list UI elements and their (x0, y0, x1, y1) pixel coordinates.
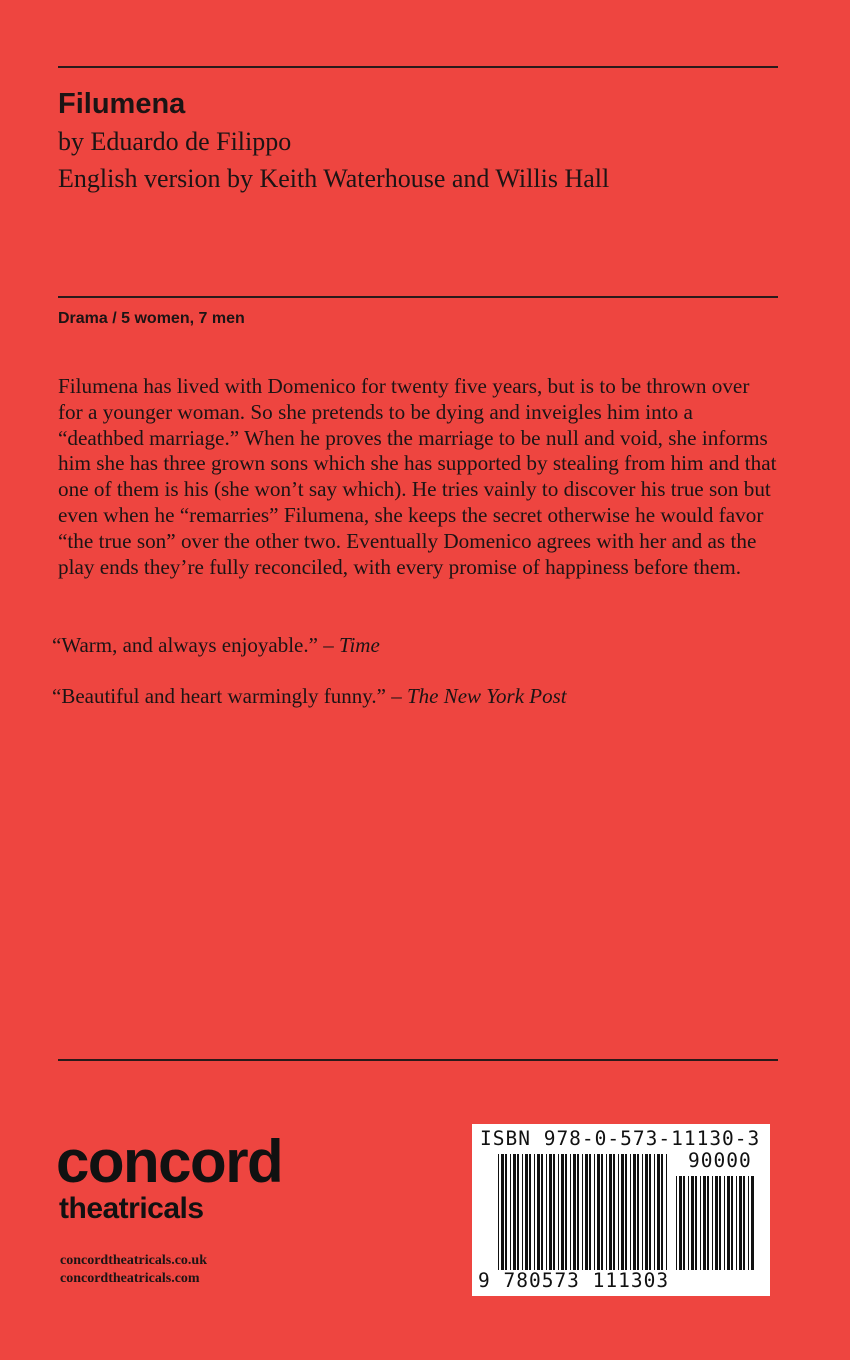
barcode-bar (724, 1176, 725, 1270)
barcode-bar (661, 1154, 663, 1270)
barcode-bar (676, 1176, 677, 1270)
barcode-bar (606, 1154, 607, 1270)
logo-wordmark-concord: concord (56, 1128, 283, 1195)
barcode-bar (561, 1154, 564, 1270)
barcode-bar (683, 1176, 685, 1270)
barcode-bar (633, 1154, 636, 1270)
price-code: 90000 (688, 1149, 752, 1172)
barcode-bar (712, 1176, 713, 1270)
ean-digits: 9 780573 111303 (478, 1269, 670, 1292)
barcode-bar (565, 1154, 567, 1270)
quote-text: “Warm, and always enjoyable.” – (52, 633, 339, 657)
barcode-bar (751, 1176, 754, 1270)
genre-cast-label: Drama / 5 women, 7 men (58, 310, 245, 327)
website-com: concordtheatricals.com (60, 1271, 200, 1286)
barcode-bar (501, 1154, 504, 1270)
barcode-bar (613, 1154, 615, 1270)
author-line: by Eduardo de Filippo (58, 127, 292, 156)
barcode-bar (582, 1154, 583, 1270)
barcode-bar (513, 1154, 516, 1270)
barcode-bar (621, 1154, 624, 1270)
barcode-bar (727, 1176, 730, 1270)
barcode-bar (534, 1154, 535, 1270)
barcode-bar (654, 1154, 655, 1270)
barcode-bar (630, 1154, 631, 1270)
isbn-barcode (472, 1124, 770, 1296)
barcode-bar (609, 1154, 612, 1270)
footer-divider (58, 1059, 778, 1061)
barcode-bar (748, 1176, 749, 1270)
barcode-bar (498, 1154, 499, 1270)
barcode-bar (649, 1154, 651, 1270)
barcode-bar (525, 1154, 528, 1270)
barcode-bar (688, 1176, 689, 1270)
barcode-bar (522, 1154, 523, 1270)
barcode-bar (679, 1176, 682, 1270)
barcode-bar (719, 1176, 721, 1270)
barcode-bar (537, 1154, 540, 1270)
barcode-bar (597, 1154, 600, 1270)
translator-line: English version by Keith Waterhouse and Willis Hall (58, 164, 610, 193)
barcode-bar (691, 1176, 694, 1270)
barcode-bar (715, 1176, 718, 1270)
publisher-logo (56, 1128, 283, 1226)
barcode-bar (743, 1176, 745, 1270)
barcode-bar (666, 1154, 667, 1270)
isbn-label: ISBN 978-0-573-11130-3 (480, 1127, 761, 1150)
barcode-bar (589, 1154, 591, 1270)
barcode-bar (625, 1154, 627, 1270)
top-divider (58, 66, 778, 68)
barcode-bar (739, 1176, 742, 1270)
barcode-bar (510, 1154, 511, 1270)
logo-wordmark-theatricals: theatricals (59, 1192, 204, 1225)
barcode-bar (707, 1176, 709, 1270)
barcode-bar (553, 1154, 555, 1270)
barcode-bar (601, 1154, 603, 1270)
barcode-bar (736, 1176, 737, 1270)
barcode-bar (577, 1154, 579, 1270)
barcode-bar (570, 1154, 571, 1270)
barcode-bar (541, 1154, 543, 1270)
quote-source: Time (338, 633, 380, 657)
barcode-bar (505, 1154, 507, 1270)
barcode-bar (618, 1154, 619, 1270)
quote-source: The New York Post (406, 684, 567, 708)
synopsis-text: Filumena has lived with Domenico for twenty five years, but is to be thrown over for a younger woman. So she pretends to be dying and inveigles him into a “deathbed marriage.” When he proves the marriage to be null and void, she informs him she has three grown sons which she has supported by stealing from him and that one of them is his (she won’t say which). He tries vainly to discover his true son but even when he “remarries” Filumena, she keeps the secret otherwise he would favor “the true son” over the other two. Eventually Domenico agrees with her and as the play ends they’re fully reconciled, with every promise of happiness before them. (58, 374, 777, 579)
header-divider (58, 296, 778, 298)
barcode-bar (585, 1154, 588, 1270)
quote-text: “Beautiful and heart warmingly funny.” – (52, 684, 407, 708)
barcode-bar (637, 1154, 639, 1270)
barcode-bar (549, 1154, 552, 1270)
barcode-bar (573, 1154, 576, 1270)
review-quote-1 (52, 632, 380, 658)
barcode-bar (642, 1154, 643, 1270)
barcode-bar (529, 1154, 531, 1270)
barcode-bar (700, 1176, 701, 1270)
barcode-bar (517, 1154, 519, 1270)
barcode-bar (645, 1154, 648, 1270)
barcode-bar (558, 1154, 559, 1270)
barcode-bar (546, 1154, 547, 1270)
barcode-bar (594, 1154, 595, 1270)
barcode-bar (731, 1176, 733, 1270)
barcode-bar (657, 1154, 660, 1270)
book-title: Filumena (58, 88, 186, 120)
review-quote-2 (52, 683, 567, 709)
barcode-bar (703, 1176, 706, 1270)
website-uk: concordtheatricals.co.uk (60, 1253, 207, 1268)
barcode-bar (695, 1176, 697, 1270)
